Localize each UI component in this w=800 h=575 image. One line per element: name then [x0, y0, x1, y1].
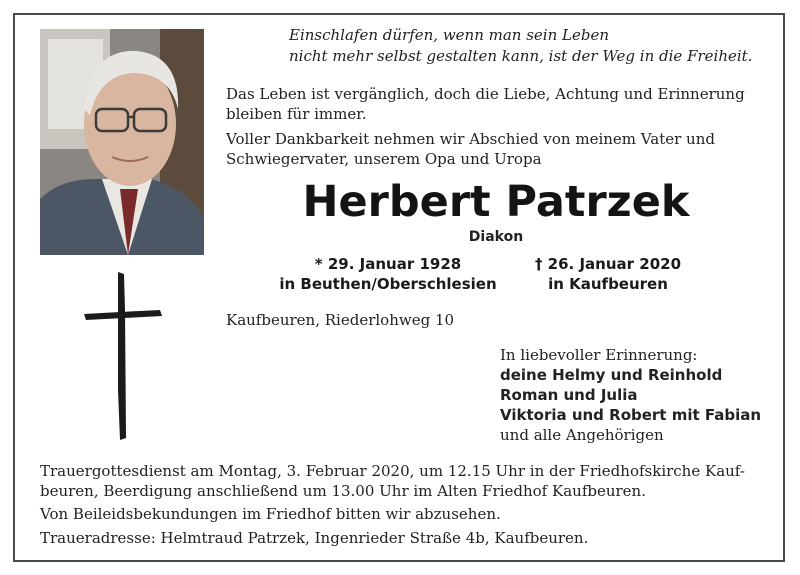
motto [289, 25, 769, 67]
mourner-name: Roman und Julia [500, 386, 638, 404]
service-info [40, 461, 765, 501]
mourners-list [500, 345, 780, 445]
mourner-name: Viktoria und Robert mit Fabian [500, 406, 762, 424]
intro-paragraph [226, 84, 771, 124]
birth-info [270, 254, 506, 294]
deceased-name: Herbert Patrzek [302, 177, 690, 227]
death-date: † 26. Januar 2020 [534, 255, 682, 273]
service-line: Trauergottesdienst am Montag, 3. Februar 2020, um 12.15 Uhr in der Friedhofskirche Kauf- [40, 462, 745, 480]
farewell-paragraph [226, 129, 771, 169]
deceased-title: Diakon [468, 229, 524, 245]
contact-address: Traueradresse: Helmtraud Patrzek, Ingenrieder Straße 4b, Kaufbeuren. [40, 529, 589, 547]
mourners-others: und alle Angehörigen [500, 426, 664, 444]
intro-line: Das Leben ist vergänglich, doch die Liebe, Achtung und Erinnerung [226, 85, 745, 103]
death-place: in Kaufbeuren [548, 275, 668, 293]
condolence-note: Von Beileidsbekundungen im Friedhof bitten wir abzusehen. [40, 505, 501, 523]
service-line: beuren, Beerdigung anschließend um 13.00 Uhr im Alten Friedhof Kaufbeuren. [40, 482, 646, 500]
intro-line: bleiben für immer. [226, 105, 367, 123]
family-address: Kaufbeuren, Riederlohweg 10 [226, 311, 455, 329]
birth-date: * 29. Januar 1928 [314, 255, 462, 273]
motto-line: nicht mehr selbst gestalten kann, ist der Weg in die Freiheit. [289, 47, 753, 65]
cross-icon [80, 270, 164, 442]
birth-place: in Beuthen/Oberschlesien [279, 275, 497, 293]
farewell-line: Voller Dankbarkeit nehmen wir Abschied von meinem Vater und [226, 130, 715, 148]
mourner-name: deine Helmy und Reinhold [500, 366, 723, 384]
death-info [500, 254, 716, 294]
mourners-heading: In liebevoller Erinnerung: [500, 346, 698, 364]
farewell-line: Schwiegervater, unserem Opa und Uropa [226, 150, 542, 168]
portrait-photo [40, 29, 204, 255]
motto-line: Einschlafen dürfen, wenn man sein Leben [289, 26, 610, 44]
